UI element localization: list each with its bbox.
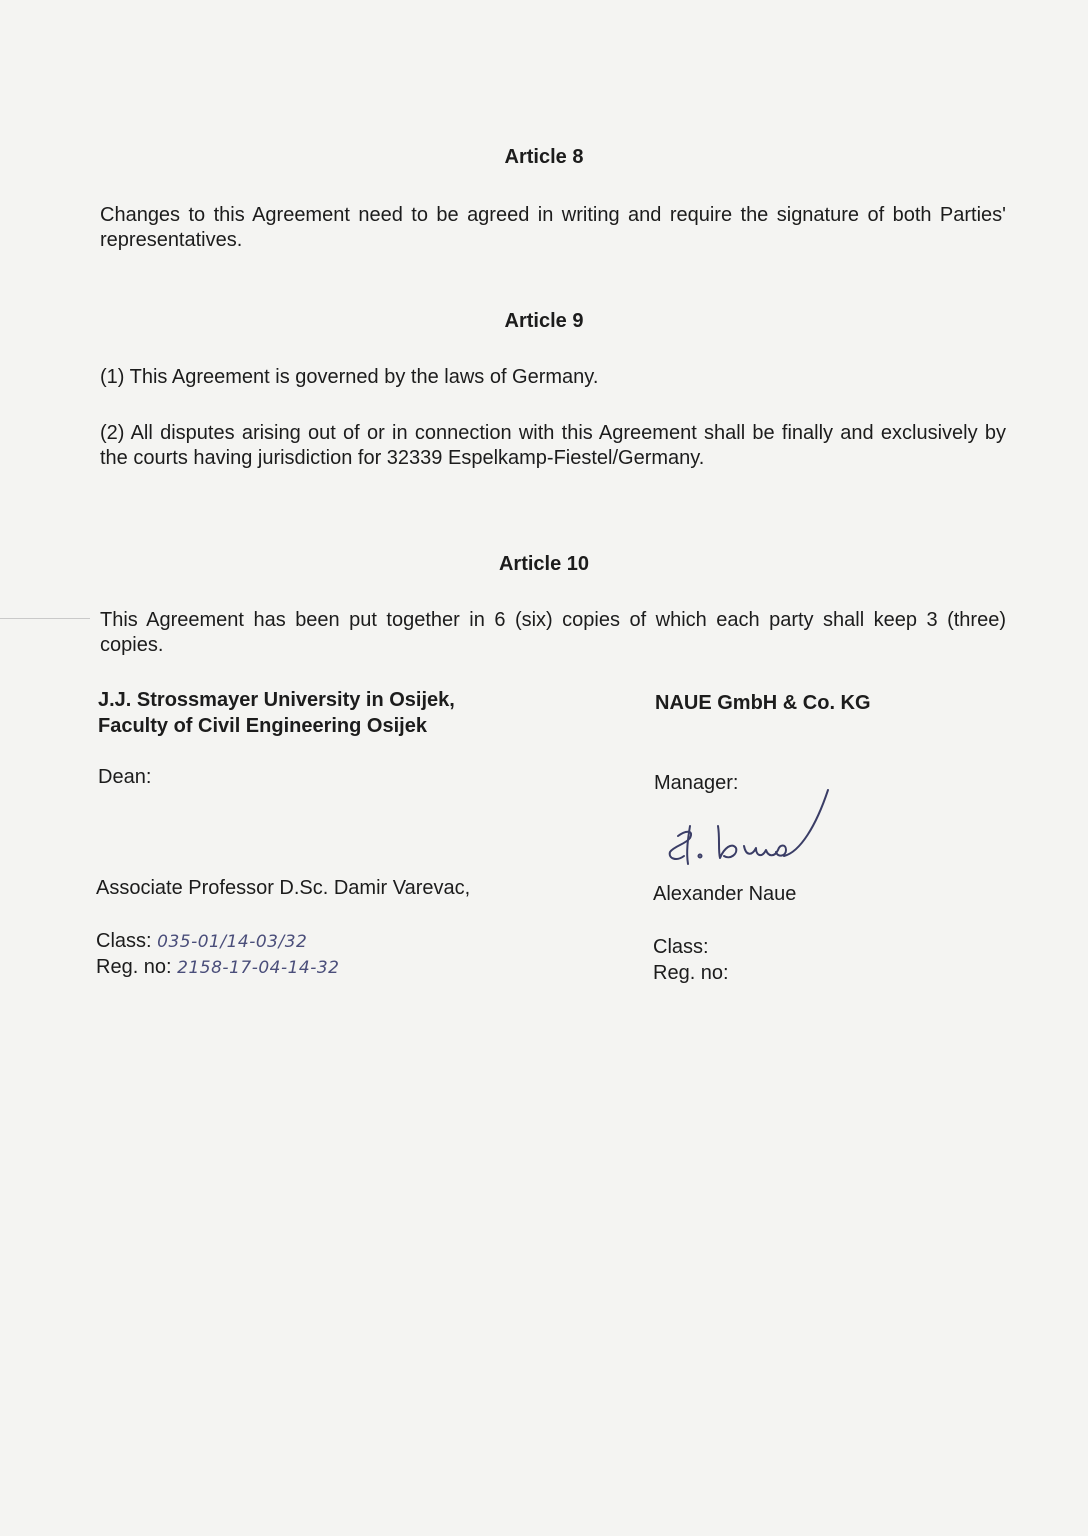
left-class-value: 035-01/14-03/32 bbox=[157, 932, 308, 952]
scan-artifact-line bbox=[0, 618, 90, 619]
right-party-signatory: Alexander Naue bbox=[653, 883, 797, 905]
handwritten-signature bbox=[660, 786, 840, 886]
article-9-paragraph-1: (1) This Agreement is governed by the laws of Germany. bbox=[100, 366, 599, 388]
left-party-name-line-1: J.J. Strossmayer University in Osijek, bbox=[98, 689, 455, 711]
article-8-heading: Article 8 bbox=[504, 146, 584, 168]
right-reg-label: Reg. no: bbox=[653, 962, 729, 984]
article-8-text: Changes to this Agreement need to be agreed in writing and require the signature of both Parties' representatives. bbox=[100, 204, 1006, 251]
left-party-role: Dean: bbox=[98, 766, 152, 788]
article-9-heading: Article 9 bbox=[504, 310, 584, 332]
left-reg-row bbox=[96, 955, 340, 981]
left-reg-label: Reg. no: bbox=[96, 956, 172, 978]
article-10-text: This Agreement has been put together in 6 (six) copies of which each party shall keep 3 (three) copies. bbox=[100, 609, 1006, 656]
right-class-label: Class: bbox=[653, 936, 709, 958]
left-party-signatory: Associate Professor D.Sc. Damir Varevac, bbox=[96, 877, 471, 899]
article-9-paragraph-2: (2) All disputes arising out of or in connection with this Agreement shall be finally and exclusively by the courts having jurisdiction for 32339 Espelkamp-Fiestel/Germany. bbox=[100, 422, 1006, 469]
right-party-name: NAUE GmbH & Co. KG bbox=[655, 692, 871, 714]
right-party-role: Manager: bbox=[654, 772, 739, 794]
article-10-heading: Article 10 bbox=[498, 553, 590, 575]
left-class-row bbox=[96, 929, 307, 955]
left-reg-value: 2158-17-04-14-32 bbox=[177, 958, 340, 978]
left-party-name-line-2: Faculty of Civil Engineering Osijek bbox=[98, 715, 427, 737]
left-class-label: Class: bbox=[96, 930, 152, 952]
